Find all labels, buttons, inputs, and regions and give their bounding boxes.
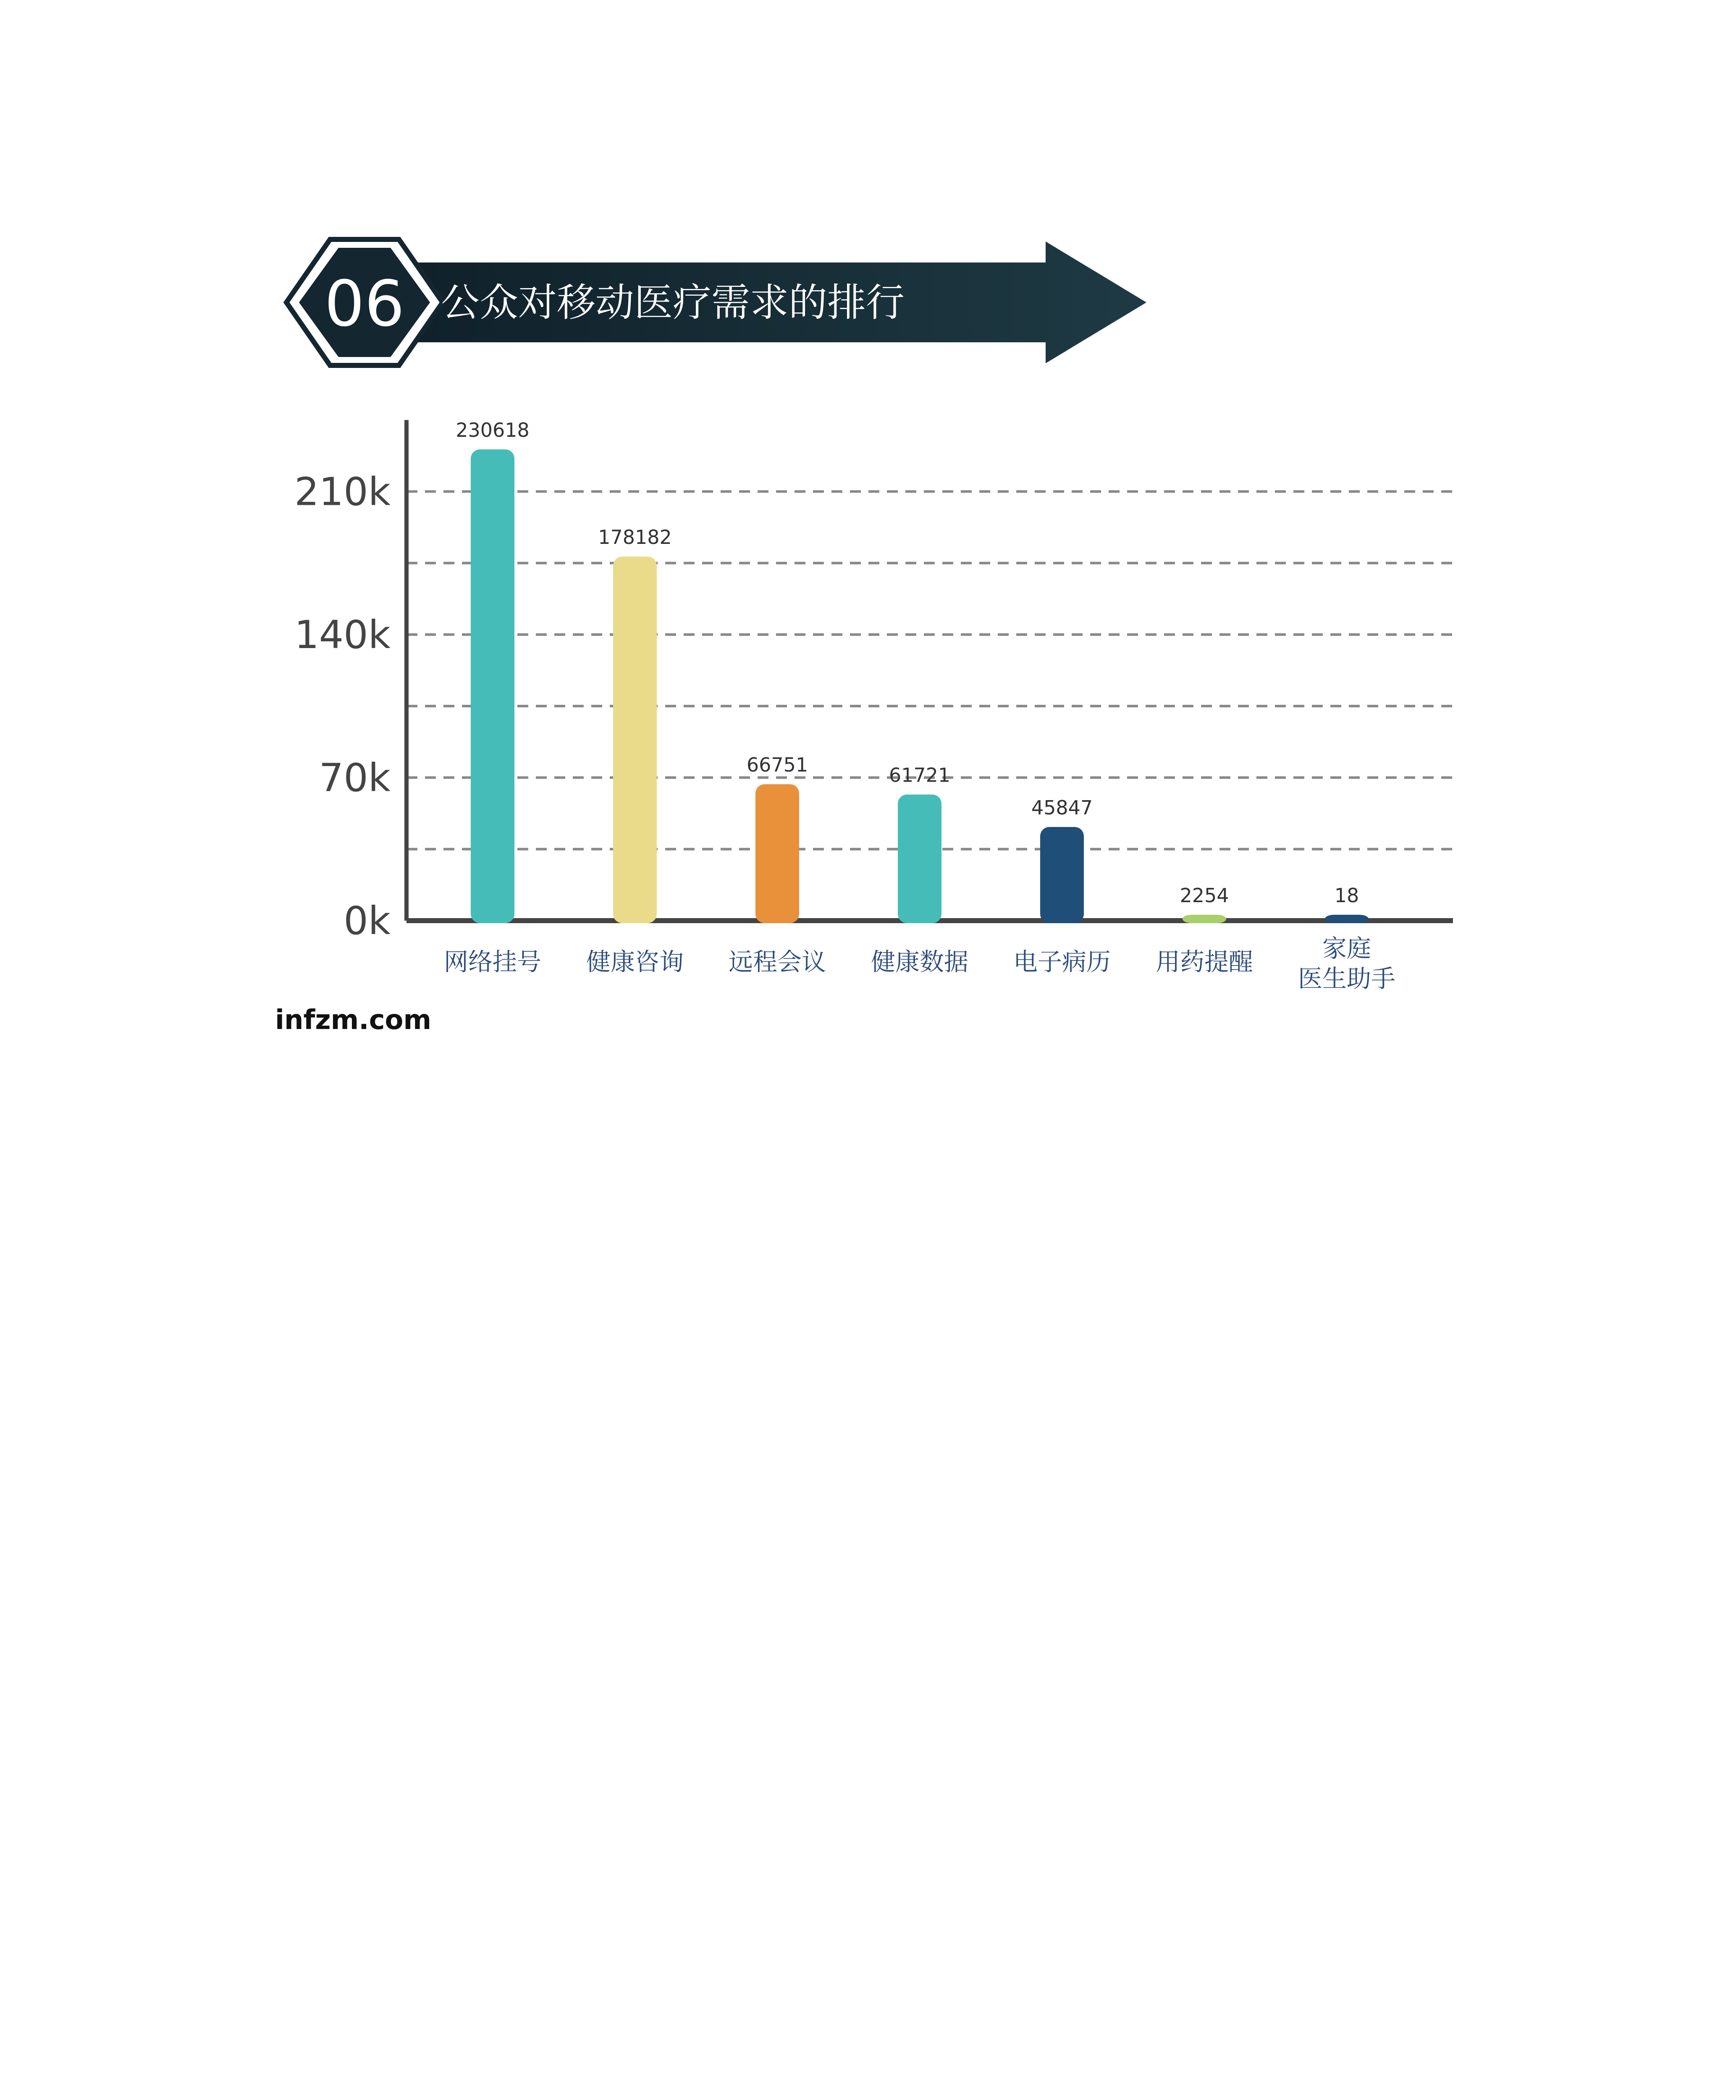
banner-number: 06: [324, 268, 405, 341]
data-label: 230618: [456, 418, 530, 441]
data-label: 45847: [1031, 796, 1093, 819]
category-label: 健康咨询: [586, 948, 684, 976]
data-label: 66751: [746, 753, 808, 777]
data-label: 178182: [598, 526, 672, 549]
y-tick-label: 140k: [294, 612, 391, 657]
data-label: 2254: [1180, 884, 1229, 907]
data-label: 18: [1334, 884, 1359, 907]
banner-title: 公众对移动医疗需求的排行: [441, 280, 905, 325]
category-label: 健康数据: [871, 948, 969, 976]
y-tick-label: 70k: [319, 755, 391, 801]
y-tick-label: 210k: [294, 469, 391, 514]
category-label: 家庭: [1322, 934, 1371, 963]
y-tick-label: 0k: [344, 898, 391, 943]
category-label: 电子病历: [1013, 948, 1111, 976]
category-label: 医生助手: [1298, 964, 1396, 993]
source-label: infzm.com: [275, 1005, 432, 1036]
category-label: 远程会议: [728, 948, 826, 976]
data-label: 61721: [889, 764, 951, 787]
category-label: 网络挂号: [443, 948, 542, 976]
category-label: 用药提醒: [1155, 948, 1253, 976]
